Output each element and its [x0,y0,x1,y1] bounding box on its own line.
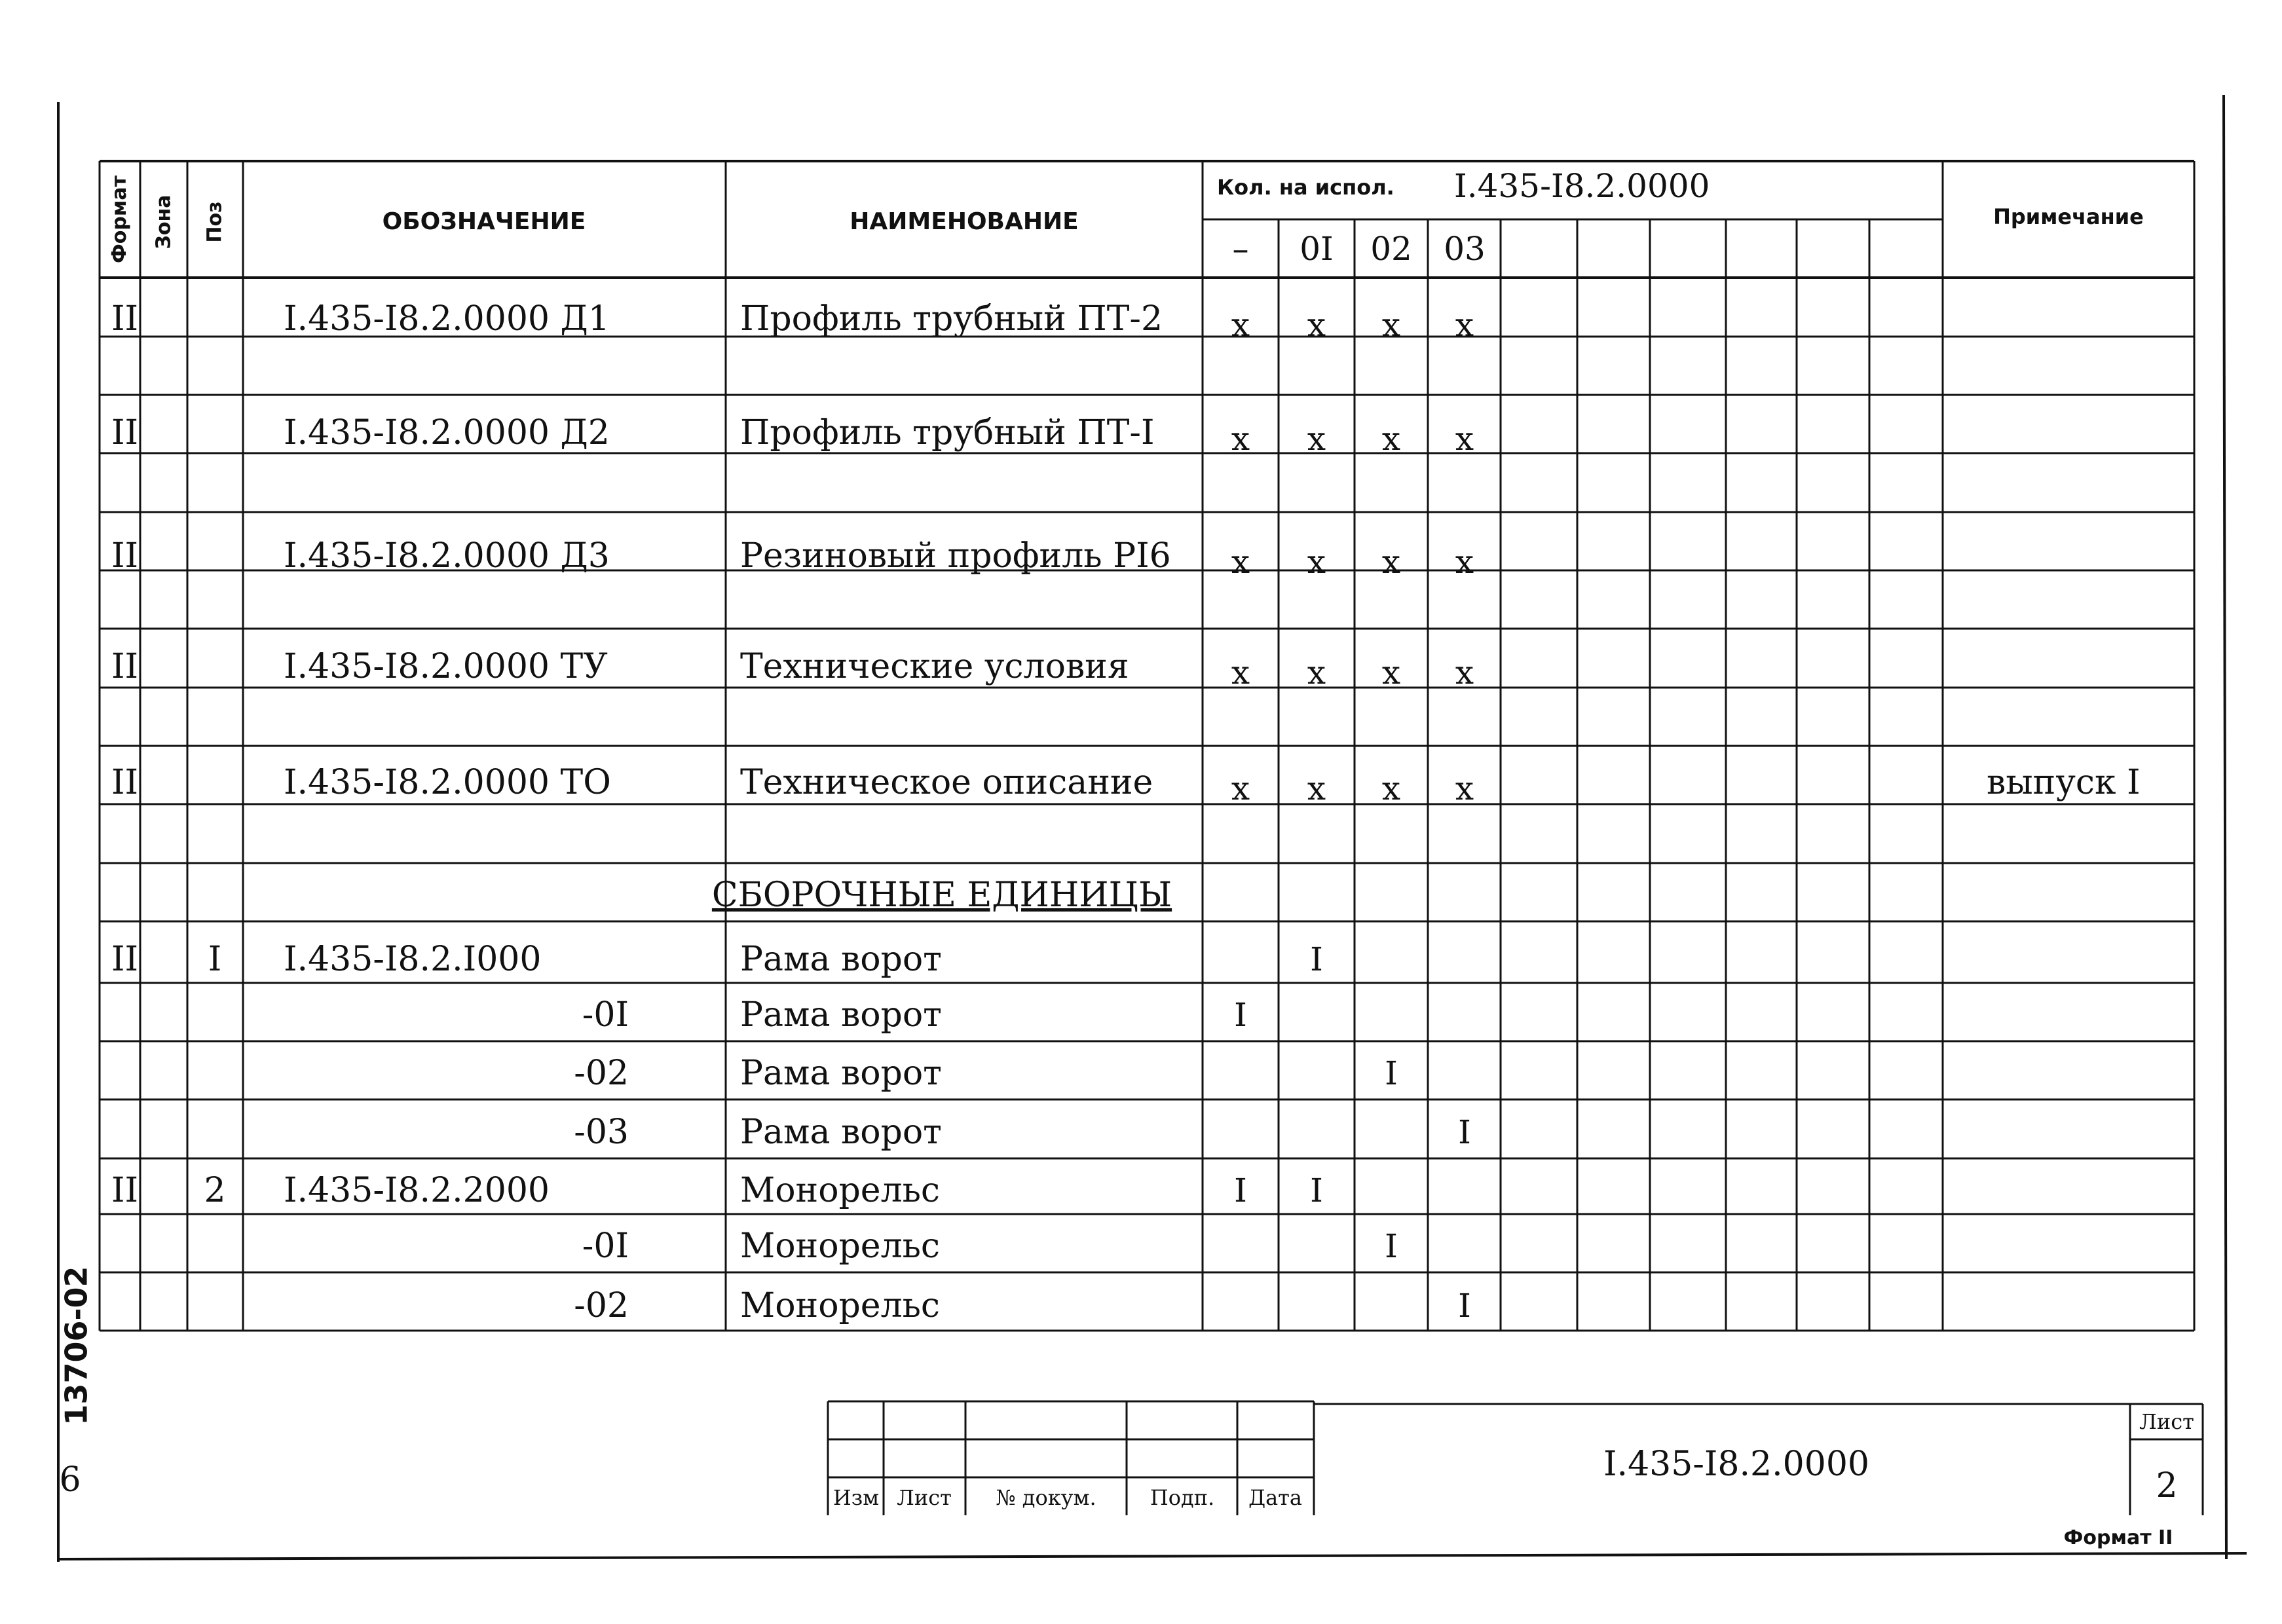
qty-mark: x [1455,769,1474,807]
row-designation: -02 [574,1054,629,1093]
qty-mark: x [1307,420,1326,458]
tb-doc-no: № докум. [996,1485,1096,1510]
row-format: II [111,1171,139,1210]
tb-date: Дата [1248,1485,1302,1510]
qty-mark: I [1234,1172,1247,1209]
qty-mark: I [1234,996,1247,1034]
margin-code: 13706-02 [58,1266,94,1426]
header-note: Примечание [1993,204,2144,229]
qty-mark: x [1231,769,1250,807]
header-qty-doc: I.435-I8.2.0000 [1454,167,1710,205]
row-designation: I.435-I8.2.0000 Д2 [284,413,610,452]
row-pos: 2 [204,1171,226,1210]
qty-mark: x [1455,654,1474,692]
row-name: Профиль трубный ПТ-2 [740,299,1163,339]
qty-mark: x [1455,543,1474,581]
row-name: Монорельс [740,1286,941,1325]
row-name: Резиновый профиль РI6 [740,536,1171,576]
row-name: Рама ворот [740,995,942,1035]
row-name: Монорельс [740,1227,941,1266]
qty-mark: x [1231,306,1250,344]
row-name: Рама ворот [740,1054,942,1093]
header-variant: – [1232,230,1249,268]
qty-mark: I [1458,1287,1471,1325]
margin-code-2: 6 [59,1460,81,1500]
row-format: II [111,413,139,452]
row-name: Профиль трубный ПТ-I [740,413,1155,452]
row-name: Рама ворот [740,940,942,979]
row-designation: I.435-I8.2.0000 ТО [284,763,611,802]
qty-mark: x [1381,420,1401,458]
row-designation: I.435-I8.2.I000 [284,940,542,979]
qty-mark: I [1310,940,1323,978]
row-format: II [111,299,139,339]
row-designation: I.435-I8.2.0000 ТУ [284,647,608,686]
header-name: НАИМЕНОВАНИЕ [850,208,1079,235]
header-format: Формат [108,175,131,263]
row-designation: -02 [574,1286,629,1325]
row-note: выпуск I [1987,763,2141,802]
qty-mark: I [1310,1172,1323,1209]
row-designation: -0I [582,1227,629,1266]
row-designation: I.435-I8.2.0000 Д1 [284,299,610,339]
title-designation: I.435-I8.2.0000 [1603,1445,1869,1484]
qty-mark: x [1455,306,1474,344]
header-variant: 0I [1300,230,1334,268]
qty-mark: x [1307,654,1326,692]
header-qty-label: Кол. на испол. [1217,175,1394,200]
row-format: II [111,536,139,576]
qty-mark: x [1231,543,1250,581]
qty-mark: I [1385,1227,1398,1265]
header-designation: ОБОЗНАЧЕНИЕ [382,208,586,235]
row-format: II [111,647,139,686]
header-variant: 03 [1444,230,1486,268]
row-format: II [111,940,139,979]
qty-mark: x [1231,420,1250,458]
qty-mark: x [1307,769,1326,807]
row-designation: -03 [574,1113,629,1152]
row-name: Монорельс [740,1171,941,1210]
tb-sign: Подп. [1150,1485,1215,1510]
row-name: Рама ворот [740,1113,942,1152]
qty-mark: x [1381,306,1401,344]
outer-frame-right [2224,95,2226,1559]
row-designation: -0I [582,995,629,1035]
row-format: II [111,763,139,802]
qty-mark: x [1381,769,1401,807]
header-pos: Поз [203,201,227,243]
qty-mark: x [1307,306,1326,344]
outer-frame-bottom [58,1553,2247,1559]
header-zone: Зона [151,194,175,249]
header-variant: 02 [1370,230,1412,268]
row-name: Техническое описание [740,763,1153,802]
qty-mark: x [1307,543,1326,581]
qty-mark: x [1381,654,1401,692]
row-designation: I.435-I8.2.2000 [284,1171,550,1210]
section-title: СБОРОЧНЫЕ ЕДИНИЦЫ [711,876,1172,915]
format-note: Формат II [2063,1526,2173,1549]
row-pos: I [208,940,222,979]
sheet-label: Лист [2139,1409,2194,1434]
tb-izm: Изм [832,1485,880,1510]
qty-mark: I [1458,1113,1471,1151]
row-designation: I.435-I8.2.0000 Д3 [284,536,610,576]
row-name: Технические условия [740,647,1129,686]
qty-mark: x [1381,543,1401,581]
qty-mark: I [1385,1054,1398,1092]
qty-mark: x [1455,420,1474,458]
tb-list: Лист [897,1485,952,1510]
sheet-number: 2 [2156,1466,2178,1505]
qty-mark: x [1231,654,1250,692]
